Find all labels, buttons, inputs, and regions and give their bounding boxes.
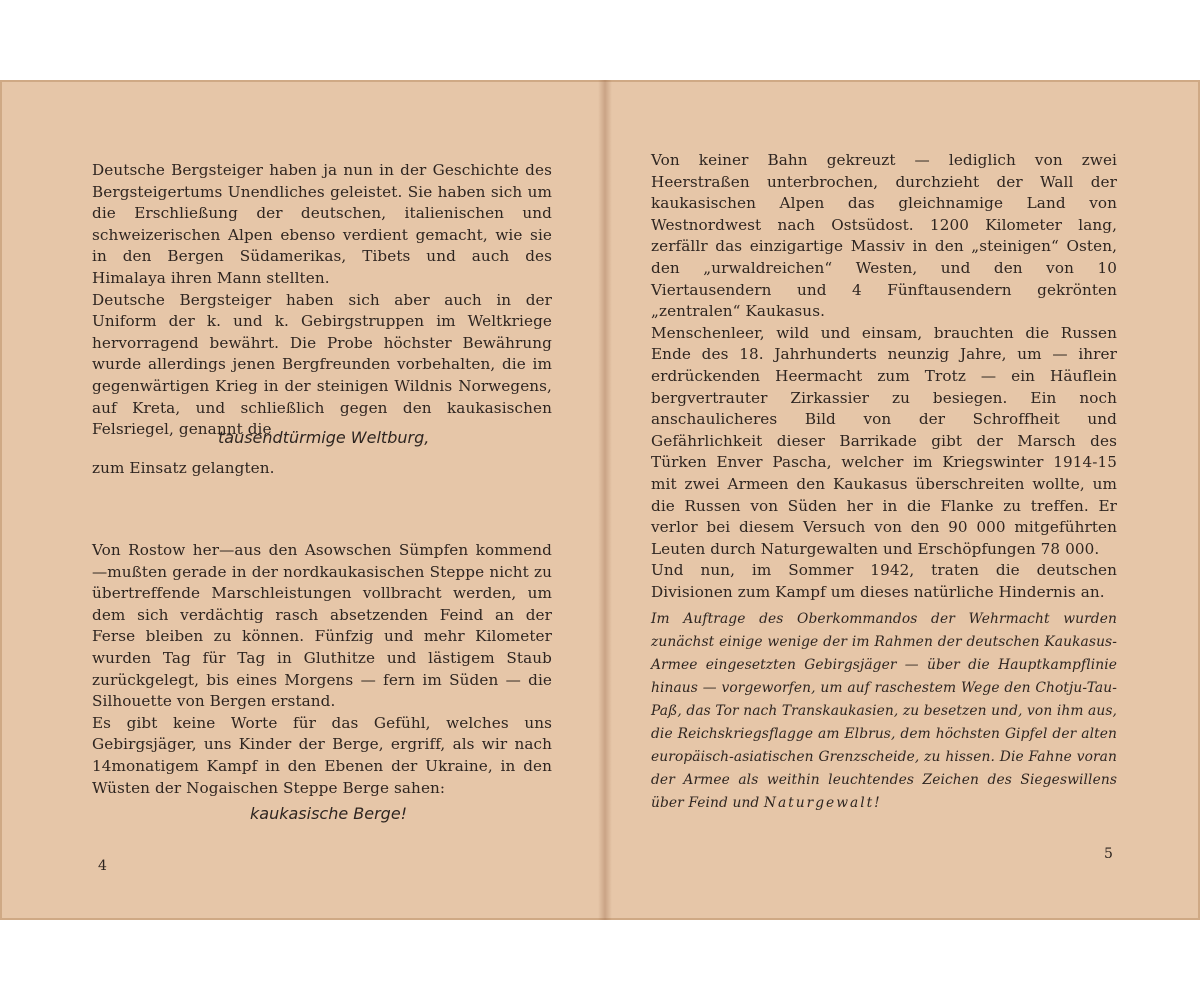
left-closing-line: zum Einsatz gelangten.: [92, 459, 275, 477]
left-paragraph-4: Es gibt keine Worte für das Gefühl, welches uns Gebirgsjäger, uns Kinder der Berge, ergriff, als wir nach 14monatigem Kampf in den Ebenen der Ukraine, in den Wüsten der Nogaischen Steppe Berge sahen:: [92, 713, 552, 797]
right-italic-text: Im Auftrage des Oberkommandos der Wehrmacht wurden zunächst einige wenige der im Rahmen der deutschen Kaukasus-Armee eingesetzten Gebirgsjäger — über die Hauptkampflinie hinaus — vorgeworfen, um auf raschestem Wege den Chotju-Tau-Paß, das Tor nach Transkaukasien, zu besetzen und, von ihm aus, die Reichskriegsflagge am Elbrus, dem höchsten Gipfel der alten europäisch-asiatischen Grenzscheide, zu hissen. Die Fahne voran der Armee als weithin leuchtendes Zeichen des Siegeswillens über Feind und: [651, 611, 1117, 811]
left-paragraph-1: Deutsche Bergsteiger haben ja nun in der Geschichte des Bergsteigertums Unendliches geleistet. Sie haben sich um die Erschließung der deutschen, italienischen und schweizerischen Alpen ebenso verdient gemacht, wie sie in den Bergen Südamerikas, Tibets und auch des Himalaya ihren Mann stellten.: [92, 161, 552, 287]
right-section-1: [651, 150, 1117, 603]
left-heading-weltburg: tausendtürmige Weltburg,: [218, 428, 430, 447]
left-section-1: [92, 160, 552, 441]
right-italic-section: [651, 608, 1117, 815]
right-page: [606, 80, 1200, 920]
open-book: [0, 80, 1200, 920]
page-number-left: 4: [98, 858, 107, 874]
right-paragraph-1: Von keiner Bahn gekreuzt — lediglich von zwei Heerstraßen unterbrochen, durchzieht der Wall der kaukasischen Alpen das gleichnamige Land von Westnordwest nach Ostsüdost. 1200 Kilometer lang, zerfällr das einzigartige Massiv in den „steinigen“ Osten, den „urwaldreichen“ Westen, und den von 10 Viertausendern und 4 Fünftausendern gekrönten „zentralen“ Kaukasus.: [651, 151, 1117, 321]
left-page: [0, 80, 600, 920]
left-section-2: [92, 540, 552, 799]
right-italic-spaced-word: Naturgewalt!: [763, 795, 882, 811]
page-number-right: 5: [1104, 846, 1113, 862]
left-heading-berge: kaukasische Berge!: [250, 804, 408, 823]
right-paragraph-2: Menschenleer, wild und einsam, brauchten die Russen Ende des 18. Jahrhunderts neunzig Jahre, um — ihrer erdrückenden Heermacht zum Trotz — ein Häuflein bergvertrauter Zirkassier zu besiegen. Ein noch anschaulicheres Bild von der Schroffheit und Gefährlichkeit dieser Barrikade gibt der Marsch des Türken Enver Pascha, welcher im Kriegswinter 1914-15 mit zwei Armeen den Kaukasus überschreiten wollte, um die Russen von Süden her in die Flanke zu treffen. Er verlor bei diesem Versuch von den 90 000 mitgeführten Leuten durch Naturgewalten und Erschöpfungen 78 000.: [651, 323, 1117, 558]
right-paragraph-3: Und nun, im Sommer 1942, traten die deutschen Divisionen zum Kampf um dieses natürliche Hindernis an.: [651, 561, 1117, 601]
left-paragraph-2: Deutsche Bergsteiger haben sich aber auch in der Uniform der k. und k. Gebirgstruppen im Weltkriege hervorragend bewährt. Die Probe höchster Bewährung wurde allerdings jenen Bergfreunden vorbehalten, die im gegenwärtigen Krieg in der steinigen Wildnis Norwegens, auf Kreta, und schließlich gegen den kaukasischen Felsriegel, genannt die: [92, 290, 552, 439]
left-paragraph-3: Von Rostow her—aus den Asowschen Sümpfen kommend—mußten gerade in der nordkaukasischen Steppe nicht zu übertreffende Marschleistungen vollbracht werden, um dem sich verdächtig rasch absetzenden Feind an der Ferse bleiben zu können. Fünfzig und mehr Kilometer wurden Tag für Tag in Gluthitze und lästigem Staub zurückgelegt, bis eines Morgens — fern im Süden — die Silhouette von Bergen erstand.: [92, 541, 552, 711]
